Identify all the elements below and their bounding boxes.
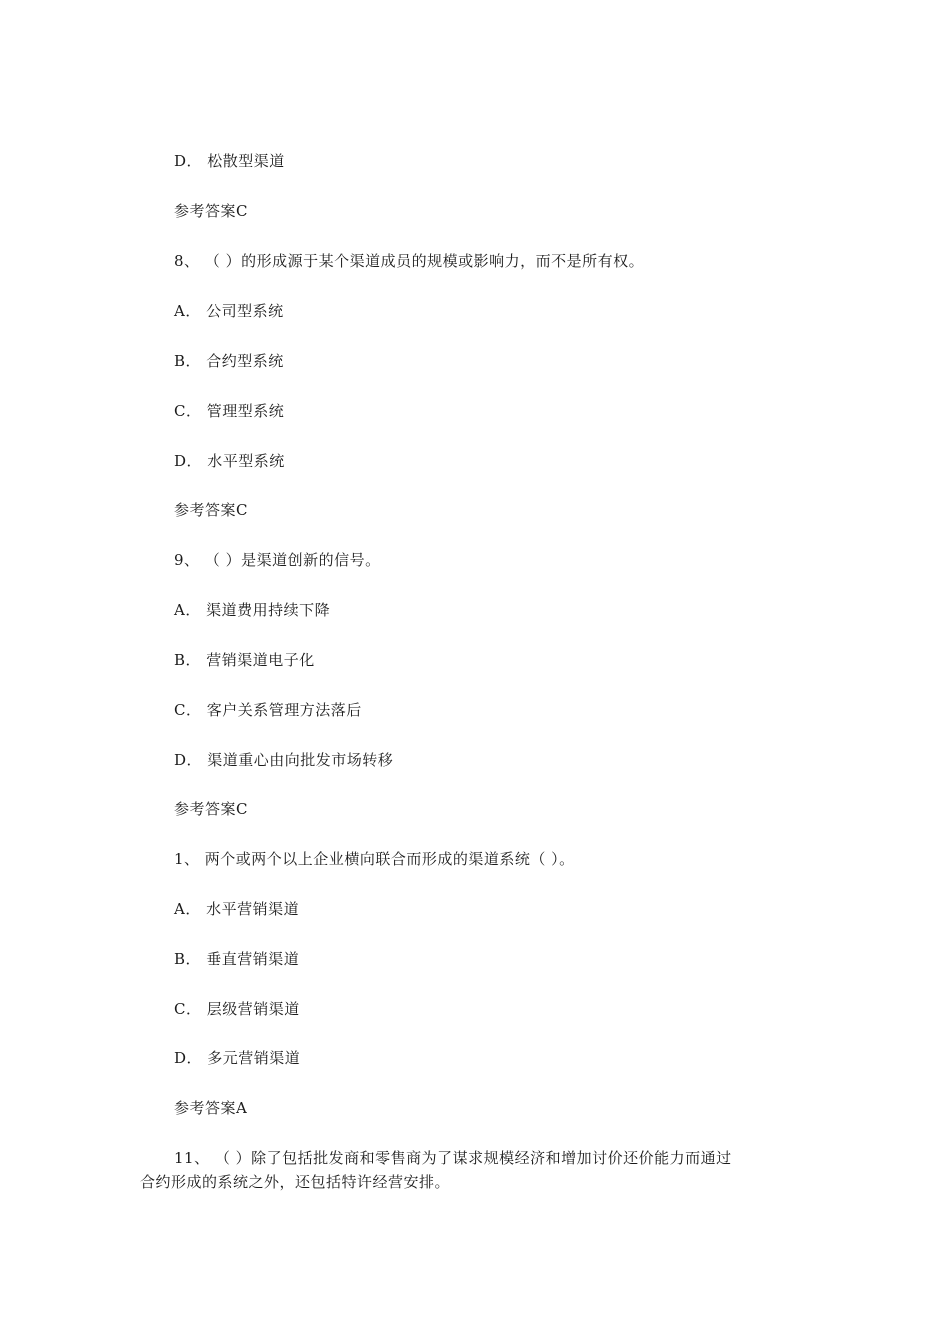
q7-option-d: D． 松散型渠道 [174, 152, 285, 170]
q11-stem-line-2: 合约形成的系统之外，还包括特许经营安排。 [140, 1173, 451, 1191]
q9-stem: 9、 （ ）是渠道创新的信号。 [174, 551, 381, 569]
q10-option-d: D． 多元营销渠道 [174, 1049, 301, 1067]
q9-option-b: B． 营销渠道电子化 [174, 651, 315, 669]
q9-answer: 参考答案C [174, 800, 248, 818]
q8-stem: 8、 （ ）的形成源于某个渠道成员的规模或影响力，而不是所有权。 [174, 252, 645, 270]
q8-option-b: B． 合约型系统 [174, 352, 284, 370]
q8-option-c: C． 管理型系统 [174, 402, 285, 420]
q11-stem-line-1: 11、 （ ）除了包括批发商和零售商为了谋求规模经济和增加讨价还价能力而通过 [174, 1149, 732, 1167]
q8-option-a: A． 公司型系统 [174, 302, 284, 320]
q8-answer: 参考答案C [174, 501, 248, 519]
q11-stem [140, 1146, 820, 1194]
q9-option-d: D． 渠道重心由向批发市场转移 [174, 751, 394, 769]
q8-option-d: D． 水平型系统 [174, 452, 285, 470]
q10-answer: 参考答案A [174, 1099, 248, 1117]
q10-option-c: C． 层级营销渠道 [174, 1000, 300, 1018]
q9-option-c: C． 客户关系管理方法落后 [174, 701, 362, 719]
q9-option-a: A． 渠道费用持续下降 [174, 601, 331, 619]
q10-stem: 1、 两个或两个以上企业横向联合而形成的渠道系统（ ）。 [174, 850, 575, 868]
q10-option-b: B． 垂直营销渠道 [174, 950, 300, 968]
q7-answer: 参考答案C [174, 202, 248, 220]
q10-option-a: A． 水平营销渠道 [174, 900, 300, 918]
